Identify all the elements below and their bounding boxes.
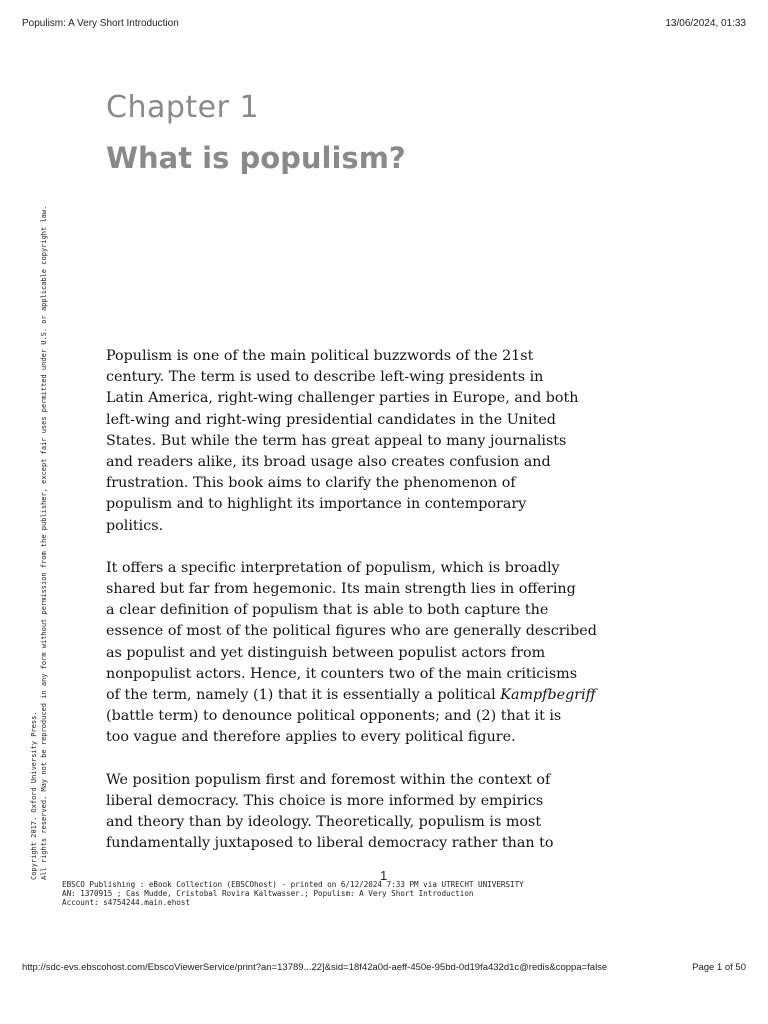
italic-term: Kampfbegriff (500, 687, 596, 704)
page-url: http://sdc-evs.ebscohost.com/EbscoViewerService/print?an=13789...22]&sid=18f42a0d-aeff-450e-95bd-0d19fa432d1c@redis&coppa=false (22, 962, 608, 973)
text-line: and readers alike, its broad usage also creates confusion and (106, 454, 551, 471)
text-line: frustration. This book aims to clarify the phenomenon of (106, 475, 516, 492)
page-count: Page 1 of 50 (692, 962, 746, 973)
text-line: too vague and therefore applies to every political figure. (106, 729, 516, 746)
text-line: nonpopulist actors. Hence, it counters two of the main criticisms (106, 665, 578, 682)
text-line (106, 685, 666, 706)
text-line: fundamentally juxtaposed to liberal democracy rather than to (106, 835, 554, 852)
copyright-notice-line1: Copyright 2017. Oxford University Press. (30, 711, 38, 880)
text-line: States. But while the term has great appeal to many journalists (106, 432, 567, 449)
text-line: left-wing and right-wing presidential candidates in the United (106, 411, 556, 428)
text-line: Latin America, right-wing challenger parties in Europe, and both (106, 390, 579, 407)
paragraph-1 (106, 346, 666, 537)
text-line: as populist and yet distinguish between populist actors from (106, 644, 546, 661)
chapter-title: What is populism? (106, 141, 406, 175)
ebsco-line: EBSCO Publishing : eBook Collection (EBSCOhost) - printed on 6/12/2024 7:33 PM via UTRECHT UNIVERSITY (62, 880, 524, 889)
text-line: century. The term is used to describe left-wing presidents in (106, 369, 544, 386)
print-datetime: 13/06/2024, 01:33 (665, 18, 746, 29)
text-line: a clear definition of populism that is able to both capture the (106, 602, 549, 619)
text-line: (battle term) to denounce political opponents; and (2) that it is (106, 708, 562, 725)
text-line: It offers a specific interpretation of populism, which is broadly (106, 559, 560, 576)
text-line: Populism is one of the main political buzzwords of the 21st (106, 348, 534, 364)
paragraph-3 (106, 770, 666, 855)
page-number: 1 (380, 868, 388, 883)
text-line: populism and to highlight its importance in contemporary (106, 496, 527, 513)
text-line: shared but far from hegemonic. Its main strength lies in offering (106, 581, 576, 598)
text-line: liberal democracy. This choice is more informed by empirics (106, 792, 544, 809)
ebsco-line: Account: s4754244.main.ehost (62, 898, 191, 907)
document-title: Populism: A Very Short Introduction (22, 18, 179, 29)
text-line: essence of most of the political figures who are generally described (106, 623, 597, 640)
print-footer (22, 962, 746, 978)
text-line: We position populism first and foremost within the context of (106, 771, 551, 788)
copyright-notice-line2: All rights reserved. May not be reproduced in any form without permission from the publisher, except fair uses permitted under U.S. or applicable copyright law. (40, 205, 48, 880)
chapter-label: Chapter 1 (106, 90, 260, 125)
text-line: and theory than by ideology. Theoretically, populism is most (106, 814, 542, 831)
paragraph-2 (106, 558, 666, 749)
text-line: politics. (106, 517, 164, 534)
ebsco-citation (62, 880, 524, 907)
chapter-body (106, 346, 666, 875)
text-fragment: of the term, namely (1) that it is essentially a political (106, 687, 501, 704)
ebsco-line: AN: 1370915 ; Cas Mudde, Cristobal Rovira Kaltwasser.; Populism: A Very Short Introduction (62, 889, 474, 898)
print-header (22, 18, 746, 34)
